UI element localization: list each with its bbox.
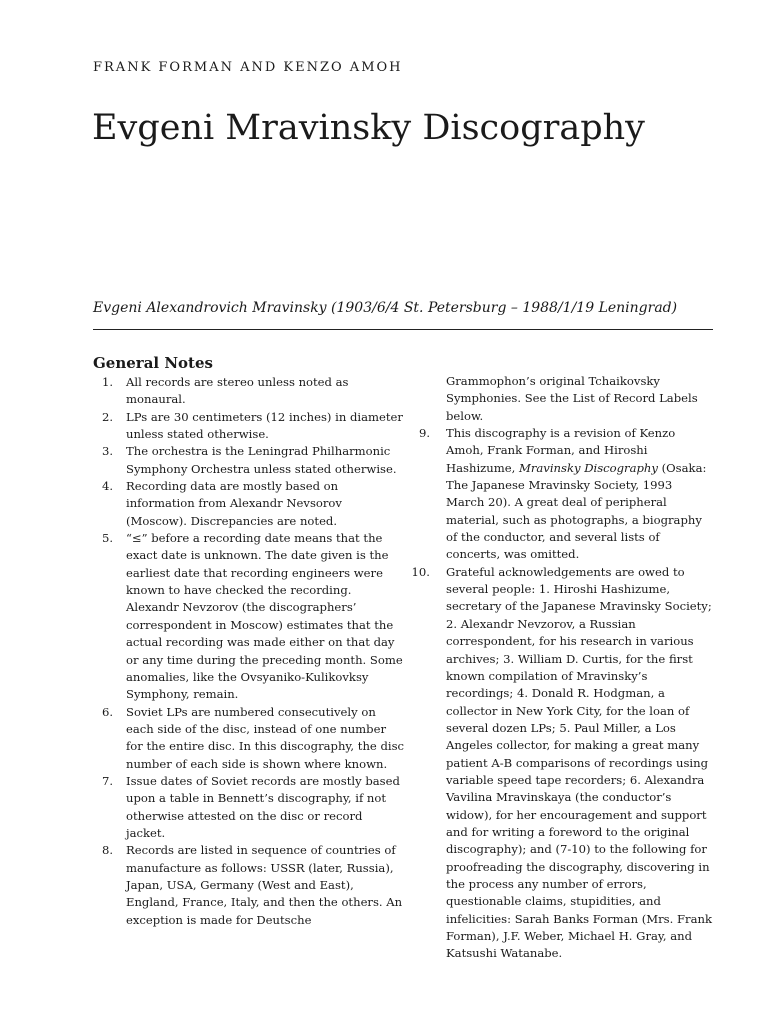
note-item bbox=[93, 374, 405, 409]
note-item bbox=[93, 443, 405, 478]
note-number: 9. bbox=[418, 426, 430, 441]
divider-rule bbox=[93, 329, 713, 330]
note-item bbox=[93, 478, 405, 530]
note-text: Records are listed in sequence of countries of manufacture as follows: USSR (later, Russia), Japan, USA, Germany (West and East), England, France, Italy, and then the others. An exception is made for Deutsche bbox=[126, 843, 403, 927]
note-text: Recording data are mostly based on information from Alexandr Nevsorov (Moscow). Discrepancies are noted. bbox=[126, 479, 342, 528]
note-text: “≤” before a recording date means that the exact date is unknown. The date given is the earliest date that recording engineers were known to have checked the recording. Alexandr Nevzorov (the discographers’ correspondent in Moscow) estimates that the actual recording was made either on that day or any time during the preceding month. Some anomalies, like the Ovsyaniko-Kulikovksy Symphony, remain. bbox=[126, 531, 403, 702]
note-number: 10. bbox=[411, 564, 430, 579]
article-authors: FRANK FORMAN AND KENZO AMOH bbox=[93, 60, 403, 75]
right-column bbox=[408, 373, 714, 963]
article-subtitle: Evgeni Alexandrovich Mravinsky (1903/6/4 St. Petersburg – 1988/1/19 Leningrad) bbox=[93, 300, 678, 316]
left-column bbox=[93, 354, 405, 929]
note-item bbox=[408, 564, 714, 963]
note-text: LPs are 30 centimeters (12 inches) in diameter unless stated otherwise. bbox=[126, 409, 403, 442]
note-9-text-before: This discography is a revision of Kenzo Amoh, Frank Forman, and Hiroshi Hashizume, bbox=[446, 426, 676, 475]
note-item bbox=[408, 425, 714, 564]
note-item bbox=[93, 530, 405, 703]
note-number: 3. bbox=[101, 444, 113, 459]
section-heading: General Notes bbox=[93, 354, 213, 372]
cited-title: Mravinsky Discography bbox=[518, 460, 658, 475]
note-number: 4. bbox=[101, 479, 113, 494]
note-item bbox=[93, 773, 405, 842]
notes-list bbox=[93, 374, 405, 929]
note-item bbox=[93, 704, 405, 773]
note-item bbox=[93, 409, 405, 444]
note-9-text-after: (Osaka: The Japanese Mravinsky Society, 1993 March 20). A great deal of peripheral material, such as photographs, a biography of the conductor, and several lists of concerts, was omitted. bbox=[446, 460, 707, 562]
note-text: All records are stereo unless noted as monaural. bbox=[126, 375, 349, 407]
note-text: Grateful acknowledgements are owed to several people: 1. Hiroshi Hashizume, secretary of the Japanese Mravinsky Society; 2. Alexandr Nevzorov, a Russian correspondent, for his research in various archives; 3. William D. Curtis, for the first known compilation of Mravinsky’s recordings; 4. Donald R. Hodgman, a collector in New York City, for the loan of several dozen LPs; 5. Paul Miller, a Los Angeles collector, for making a great many patient A-B comparisons of recordings using variable speed tape recorders; 6. Alexandra Vavilina Mravinskaya (the conductor’s widow), for her encouragement and support and for writing a foreword to the original discography); and (7-10) to the following for proofreading the discography, discovering in the process any number of errors, questionable claims, stupidities, and infelicities: Sarah Banks Forman (Mrs. Frank Forman), J.F. Weber, Michael H. Gray, and Katsushi Watanabe. bbox=[446, 564, 712, 961]
note-item bbox=[93, 842, 405, 929]
note-number: 8. bbox=[101, 843, 113, 858]
note-number: 6. bbox=[101, 704, 113, 719]
note-text: Issue dates of Soviet records are mostly based upon a table in Bennett’s discography, if not otherwise attested on the disc or record jacket. bbox=[126, 773, 400, 840]
note-text bbox=[446, 426, 706, 561]
note-number: 1. bbox=[101, 375, 113, 389]
article-title: Evgeni Mravinsky Discography bbox=[92, 108, 645, 148]
notes-list-continued bbox=[408, 425, 714, 963]
note-8-continuation: Grammophon’s original Tchaikovsky Symphonies. See the List of Record Labels below. bbox=[446, 374, 698, 423]
note-number: 2. bbox=[101, 409, 113, 424]
note-text: The orchestra is the Leningrad Philharmonic Symphony Orchestra unless stated otherwise. bbox=[126, 444, 397, 476]
note-number: 7. bbox=[101, 773, 113, 788]
note-number: 5. bbox=[101, 531, 113, 546]
note-text: Soviet LPs are numbered consecutively on each side of the disc, instead of one number for the entire disc. In this discography, the disc number of each side is shown where known. bbox=[126, 704, 405, 771]
